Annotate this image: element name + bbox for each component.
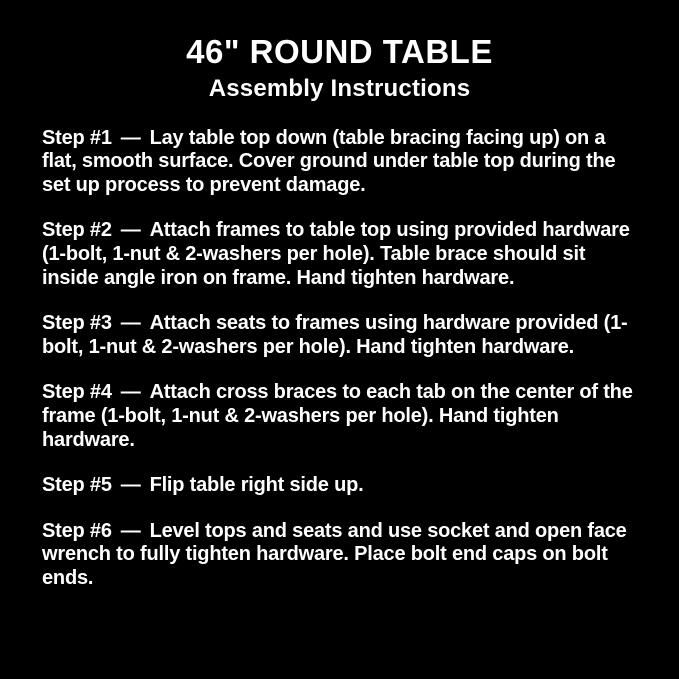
step-3-dash: —	[120, 312, 141, 335]
step-item-3	[42, 312, 639, 359]
step-3-text: Attach seats to frames using hardware provided (1-bolt, 1-nut & 2-washers per hole). Hand tighten hardware.	[42, 312, 628, 358]
step-6-label: Step #6	[42, 519, 112, 542]
step-item-2	[42, 219, 639, 290]
step-2-text: Attach frames to table top using provided hardware (1-bolt, 1-nut & 2-washers per hole). Table brace should sit inside angle iron on frame. Hand tighten hardware.	[42, 219, 630, 289]
step-4-label: Step #4	[42, 381, 112, 404]
step-2-dash: —	[120, 219, 141, 242]
header	[0, 0, 679, 103]
page-title: 46" ROUND TABLE	[186, 33, 493, 70]
steps-list	[0, 103, 679, 591]
step-3-label: Step #3	[42, 312, 112, 335]
step-4-dash: —	[120, 381, 141, 404]
step-5-dash: —	[120, 474, 141, 497]
step-6-dash: —	[120, 519, 141, 542]
step-1-text: Lay table top down (table bracing facing up) on a flat, smooth surface. Cover ground under table top during the set up process to prevent damage.	[42, 126, 616, 196]
step-1-label: Step #1	[42, 126, 112, 149]
step-6-text: Level tops and seats and use socket and open face wrench to fully tighten hardware. Place bolt end caps on bolt ends.	[42, 519, 627, 589]
step-item-1	[42, 127, 639, 198]
page-subtitle: Assembly Instructions	[208, 75, 471, 103]
step-4-text: Attach cross braces to each tab on the center of the frame (1-bolt, 1-nut & 2-washers per hole). Hand tighten hardware.	[42, 381, 633, 451]
step-item-4	[42, 381, 639, 452]
step-5-label: Step #5	[42, 474, 112, 497]
step-item-5	[42, 474, 639, 498]
step-1-dash: —	[120, 126, 141, 149]
step-item-6	[42, 520, 639, 591]
step-5-text: Flip table right side up.	[149, 474, 364, 497]
step-2-label: Step #2	[42, 219, 112, 242]
